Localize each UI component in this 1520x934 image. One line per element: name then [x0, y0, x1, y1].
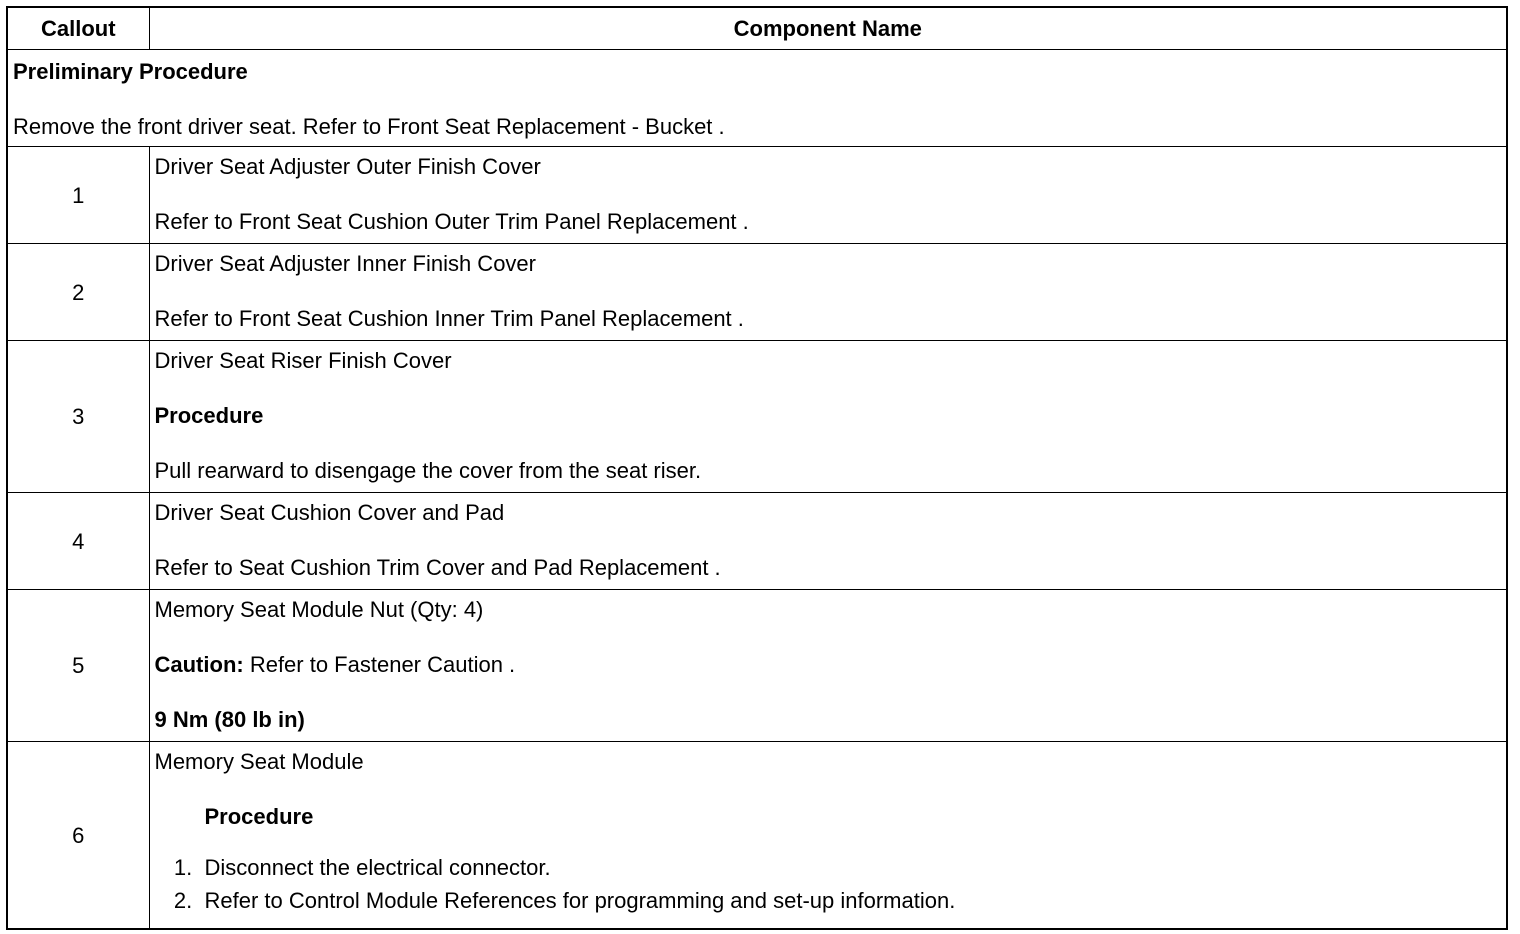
component-name: Driver Seat Adjuster Outer Finish Cover: [154, 154, 541, 179]
callout-number: 6: [8, 742, 149, 929]
preliminary-title: Preliminary Procedure: [13, 59, 248, 84]
component-name-header: Component Name: [149, 8, 1506, 50]
callout-number: 2: [8, 244, 149, 341]
component-cell: [149, 742, 1506, 929]
component-note: Refer to Seat Cushion Trim Cover and Pad Replacement .: [154, 555, 721, 580]
component-name: Driver Seat Adjuster Inner Finish Cover: [154, 251, 536, 276]
component-cell: [149, 147, 1506, 244]
component-name: Memory Seat Module Nut (Qty: 4): [154, 597, 484, 622]
component-cell: [149, 590, 1506, 742]
list-item: [155, 884, 1507, 917]
component-cell: [149, 244, 1506, 341]
caution-line: [155, 652, 1507, 677]
preliminary-cell: [8, 50, 1506, 147]
preliminary-row: [8, 50, 1506, 147]
procedure-label: Procedure: [204, 804, 314, 829]
step-number: 1.: [173, 855, 193, 880]
table-row: [8, 590, 1506, 742]
procedure-label: Procedure: [154, 403, 264, 428]
table-row: [8, 742, 1506, 929]
callout-number: 3: [8, 341, 149, 493]
step-text: Refer to Control Module References for programming and set-up information.: [204, 888, 956, 913]
table-row: [8, 147, 1506, 244]
component-table-frame: [6, 6, 1508, 930]
table-row: [8, 493, 1506, 590]
component-note: Refer to Front Seat Cushion Outer Trim Panel Replacement .: [154, 209, 749, 234]
component-name: Driver Seat Riser Finish Cover: [154, 348, 452, 373]
table-row: [8, 341, 1506, 493]
callout-header: Callout: [8, 8, 149, 50]
component-cell: [149, 493, 1506, 590]
caution-label: Caution:: [154, 652, 244, 677]
procedure-steps: [155, 851, 1507, 917]
preliminary-text: Remove the front driver seat. Refer to Front Seat Replacement - Bucket .: [13, 114, 725, 139]
component-cell: [149, 341, 1506, 493]
component-note: Pull rearward to disengage the cover from the seat riser.: [154, 458, 702, 483]
callout-number: 5: [8, 590, 149, 742]
component-table: [8, 8, 1506, 928]
step-text: Disconnect the electrical connector.: [204, 855, 551, 880]
caution-text: Refer to Fastener Caution .: [243, 652, 516, 677]
component-note: Refer to Front Seat Cushion Inner Trim Panel Replacement .: [154, 306, 744, 331]
step-number: 2.: [173, 888, 193, 913]
component-name: Driver Seat Cushion Cover and Pad: [154, 500, 505, 525]
list-item: [155, 851, 1507, 884]
component-name: Memory Seat Module: [154, 749, 364, 774]
table-row: [8, 244, 1506, 341]
header-row: [8, 8, 1506, 50]
torque-spec: 9 Nm (80 lb in): [154, 707, 305, 732]
callout-number: 1: [8, 147, 149, 244]
callout-number: 4: [8, 493, 149, 590]
